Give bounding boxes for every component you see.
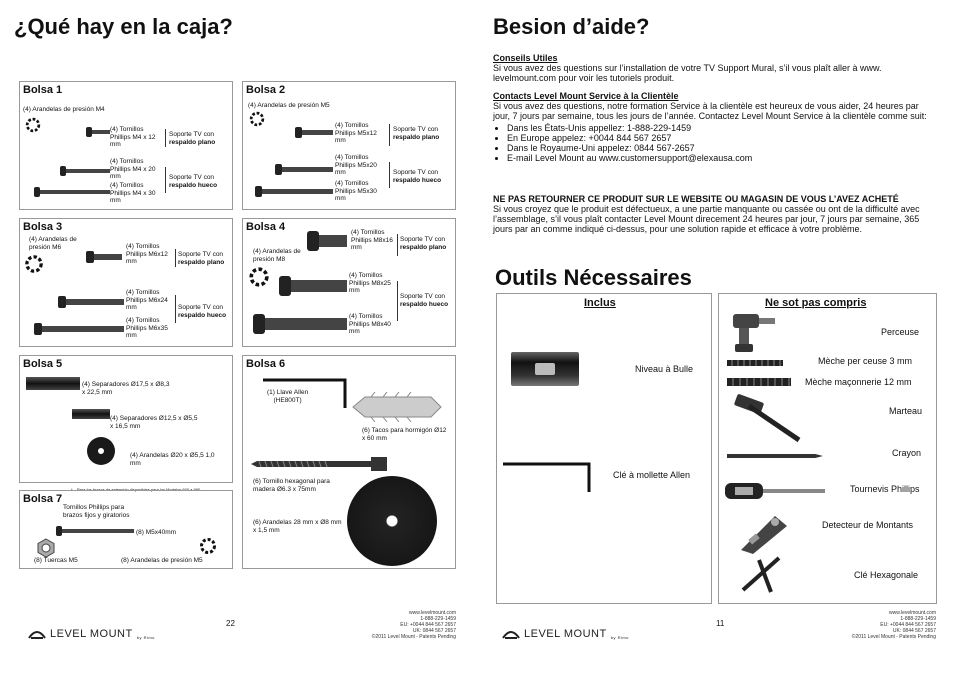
- contact-item: • E-mail Level Mount au www.customersupport@elexausa.com: [507, 153, 938, 163]
- screw-label: (4) Tornillos Phillips M8x25 mm: [349, 272, 391, 294]
- bracket-line: [397, 281, 398, 321]
- spacer-icon: [26, 377, 80, 390]
- flat-back-label: Soporte TV con respaldo plano: [400, 236, 447, 251]
- bag-2-panel: [242, 81, 456, 210]
- screw-label: (4) Tornillos Phillips M4 x 20 mm: [110, 158, 156, 180]
- contact-item: • Dans les États-Unis appellez: 1-888-229-1459: [507, 123, 938, 133]
- screw-icon: [56, 526, 134, 536]
- tool-label: Mèche maçonnerie 12 mm: [805, 377, 912, 387]
- warning-text: Si vous croyez que le produit est défectueux, a une partie manquante ou cassée ou ont de la difficulté avec l’assemblage, s’il vous plaît contacter Level Mount direcement 24 heures par jour, 7 jours par semaine, 365 jours par an comme indiqué ci-dessus, pour une solution rapide et efficace à votre problème.: [493, 204, 920, 234]
- lock-washer-icon: [24, 116, 42, 134]
- bag-3-panel: [19, 218, 233, 347]
- not-included-tools-panel: [718, 293, 937, 604]
- washer-label: (4) Arandelas de presión M4: [23, 106, 105, 113]
- logo-icon: [28, 628, 46, 640]
- bracket-line: [165, 167, 166, 193]
- screw-icon: [86, 251, 122, 263]
- lock-washer-icon: [248, 110, 266, 128]
- washer-label: (4) Arandelas de presión M8: [253, 248, 301, 263]
- tool-label: Detecteur de Montants: [822, 520, 914, 530]
- masonry-bit-icon: [727, 378, 791, 386]
- tool-label: Tournevis Phillips: [850, 484, 920, 494]
- nut-icon: [36, 538, 56, 558]
- tools-title: Outils Nécessaires: [495, 265, 692, 290]
- tips-section: [493, 53, 938, 83]
- tool-label: Perceuse: [881, 327, 920, 337]
- not-included-heading: Ne sot pas compris: [765, 297, 867, 309]
- tool-label: Marteau: [889, 406, 923, 416]
- hammer-icon: [733, 394, 803, 444]
- hex-wrench-icon: [737, 552, 787, 596]
- drill-icon: [727, 312, 777, 354]
- anchor-label: (6) Tacos para hormigón Ø12 x 60 mm: [362, 427, 447, 442]
- lock-washer-icon: [247, 265, 271, 289]
- bracket-line: [165, 129, 166, 147]
- contacts-text: Si vous avez des questions, notre formation Service à la clientèle est heureux de vous aider, 24 heures par jour, 7 jours par semaine, tous les jours de l’année. Contactez Level Mount Service à la clientèle comme suit:: [493, 101, 927, 121]
- large-washer-label: (6) Arandelas 28 mm x Ø8 mm x 1,5 mm: [253, 519, 342, 534]
- lock-washer-icon: [23, 253, 45, 275]
- page-title-left: ¿Qué hay en la caja?: [14, 14, 233, 39]
- screw-label: (4) Tornillos Phillips M5x12 mm: [335, 122, 377, 144]
- screw-label: (4) Tornillos Phillips M5x20 mm: [335, 154, 377, 176]
- bracket-line: [175, 295, 176, 323]
- screw-icon: [253, 314, 347, 334]
- washer-label: (8) Arandelas de presión M5: [121, 557, 203, 564]
- contact-item: • En Europe appelez: +0044 844 567 2657: [507, 133, 938, 143]
- screw-icon: [279, 276, 347, 296]
- hollow-back-label: Soporte TV con respaldo hueco: [400, 293, 449, 308]
- screw-label: (4) Tornillos Phillips M4 x 12 mm: [110, 126, 156, 148]
- screwdriver-icon: [725, 480, 829, 502]
- brand-logo: LEVEL MOUNT by Rimo: [28, 628, 155, 640]
- screw-label: (4) Tornillos Phillips M6x24 mm: [126, 289, 168, 311]
- screw-label: (4) Tornillos Phillips M5x30 mm: [335, 180, 377, 202]
- bag-title: Bolsa 7: [23, 493, 63, 505]
- screw-icon: [58, 296, 124, 308]
- flat-back-label: Soporte TV con respaldo plano: [178, 251, 225, 266]
- drill-bit-icon: [727, 360, 783, 366]
- lag-screw-icon: [251, 455, 387, 473]
- hollow-back-label: Soporte TV con respaldo hueco: [169, 174, 218, 189]
- contacts-heading: Contacts Level Mount Service à la Clientèle: [493, 91, 679, 101]
- contacts-section: [493, 91, 938, 163]
- bracket-line: [175, 249, 176, 267]
- bracket-line: [389, 162, 390, 188]
- tool-label: Crayon: [892, 448, 922, 458]
- bag-4-panel: [242, 218, 456, 347]
- screw-label: (4) Tornillos Phillips M8x16 mm: [351, 229, 393, 251]
- screw-icon: [275, 164, 333, 175]
- bubble-level-icon: [511, 352, 579, 386]
- allen-key-icon: [261, 376, 349, 410]
- lock-washer-icon: [198, 536, 218, 556]
- screws-label: Tornillos Phillips para brazos fijos y giratorios: [63, 504, 130, 519]
- screw-icon: [295, 127, 333, 138]
- hollow-back-label: Soporte TV con respaldo hueco: [393, 169, 442, 184]
- screw-icon: [60, 166, 110, 176]
- page-title-right: Besion d’aide?: [493, 14, 650, 39]
- bag-title: Bolsa 4: [246, 221, 286, 233]
- screw-label: (4) Tornillos Phillips M8x40 mm: [349, 313, 391, 335]
- bag-7-panel: [19, 490, 233, 569]
- screw-icon: [86, 127, 110, 137]
- included-heading: Inclus: [584, 297, 616, 309]
- bag-title: Bolsa 3: [23, 221, 63, 233]
- lag-screw-label: (6) Tornillo hexagonal para madera Ø6.3 x 75mm: [253, 478, 330, 493]
- footer-contact: www.levelmount.com 1-888-229-1459 EU: +0044 844 567 2657 UK: 0844 567 2657 ©2011 Level Mount - Patents Pending: [371, 610, 456, 640]
- bag-title: Bolsa 2: [246, 84, 286, 96]
- tool-label: Clé à mollette Allen: [613, 470, 691, 480]
- warning-section: [493, 194, 938, 234]
- brand-logo: LEVEL MOUNT by Rimo: [502, 628, 629, 640]
- screw-icon: [307, 231, 347, 251]
- flat-back-label: Soporte TV con respaldo plano: [169, 131, 216, 146]
- wall-anchor-icon: [351, 392, 443, 422]
- tips-text: Si vous avez des questions sur l’installation de votre TV Support Mural, s’il vous plaît aller à www. levelmount.com pour voir les tutoriels produit.: [493, 63, 882, 83]
- footer-contact: www.levelmount.com 1-888-229-1459 EU: +0044 844 567 2657 UK: 0844 567 2657 ©2011 Level Mount - Patents Pending: [851, 610, 936, 640]
- washer-label: (4) Arandelas Ø20 x Ø5,5 1,0 mm: [130, 452, 215, 467]
- m5-label: (8) M5x40mm: [136, 529, 177, 536]
- tool-label: Niveau à Bulle: [635, 364, 694, 374]
- bag-title: Bolsa 5: [23, 358, 63, 370]
- washer-label: (4) Arandelas de presión M5: [248, 102, 330, 109]
- pencil-icon: [727, 454, 823, 458]
- spacer-label: (4) Separadores Ø17,5 x Ø8,3 x 22,5 mm: [82, 381, 170, 396]
- stud-finder-icon: [735, 508, 795, 556]
- bag-5-panel: [19, 355, 233, 483]
- screw-label: (4) Tornillos Phillips M6x12 mm: [126, 243, 168, 265]
- warning-heading: NE PAS RETOURNER CE PRODUIT SUR LE WEBSITE OU MAGASIN DE VOUS L’AVEZ ACHETÉ: [493, 194, 899, 204]
- tips-heading: Conseils Utiles: [493, 53, 558, 63]
- logo-icon: [502, 628, 520, 640]
- contact-item: • Dans le Royaume-Uni appelez: 0844 567-2657: [507, 143, 938, 153]
- spacer-icon: [72, 409, 110, 419]
- bracket-line: [397, 234, 398, 256]
- screw-icon: [34, 323, 124, 335]
- screw-icon: [255, 186, 333, 197]
- washer-icon: [87, 437, 115, 465]
- hollow-back-label: Soporte TV con respaldo hueco: [178, 304, 227, 319]
- spacer-label: (4) Separadores Ø12,5 x Ø5,5 x 16,5 mm: [110, 415, 198, 430]
- page-number: 22: [226, 619, 235, 628]
- allen-wrench-icon: [501, 460, 593, 494]
- allen-key-label: (1) Llave Allen (HE800T): [267, 389, 309, 404]
- tool-label: Mèche per ceuse 3 mm: [818, 356, 913, 366]
- bag-title: Bolsa 6: [246, 358, 286, 370]
- bag-6-panel: [242, 355, 456, 569]
- footnote: * – Para los brazos de extensión disponibles para los Modelos 600 a 980: [71, 487, 201, 492]
- washer-label: (4) Arandelas de presión M6: [29, 236, 77, 251]
- flat-back-label: Soporte TV con respaldo plano: [393, 126, 440, 141]
- contacts-list: [493, 123, 938, 163]
- large-washer-icon: [347, 476, 437, 566]
- included-tools-panel: [496, 293, 712, 604]
- bracket-line: [389, 124, 390, 146]
- bag-title: Bolsa 1: [23, 84, 63, 96]
- page-number: 11: [716, 619, 725, 628]
- screw-label: (4) Tornillos Phillips M4 x 30 mm: [110, 182, 156, 204]
- nut-label: (8) Tuercas M5: [34, 557, 78, 564]
- bag-1-panel: [19, 81, 233, 210]
- screw-label: (4) Tornillos Phillips M6x35 mm: [126, 317, 168, 339]
- screw-icon: [34, 187, 110, 197]
- tool-label: Clé Hexagonale: [854, 570, 919, 580]
